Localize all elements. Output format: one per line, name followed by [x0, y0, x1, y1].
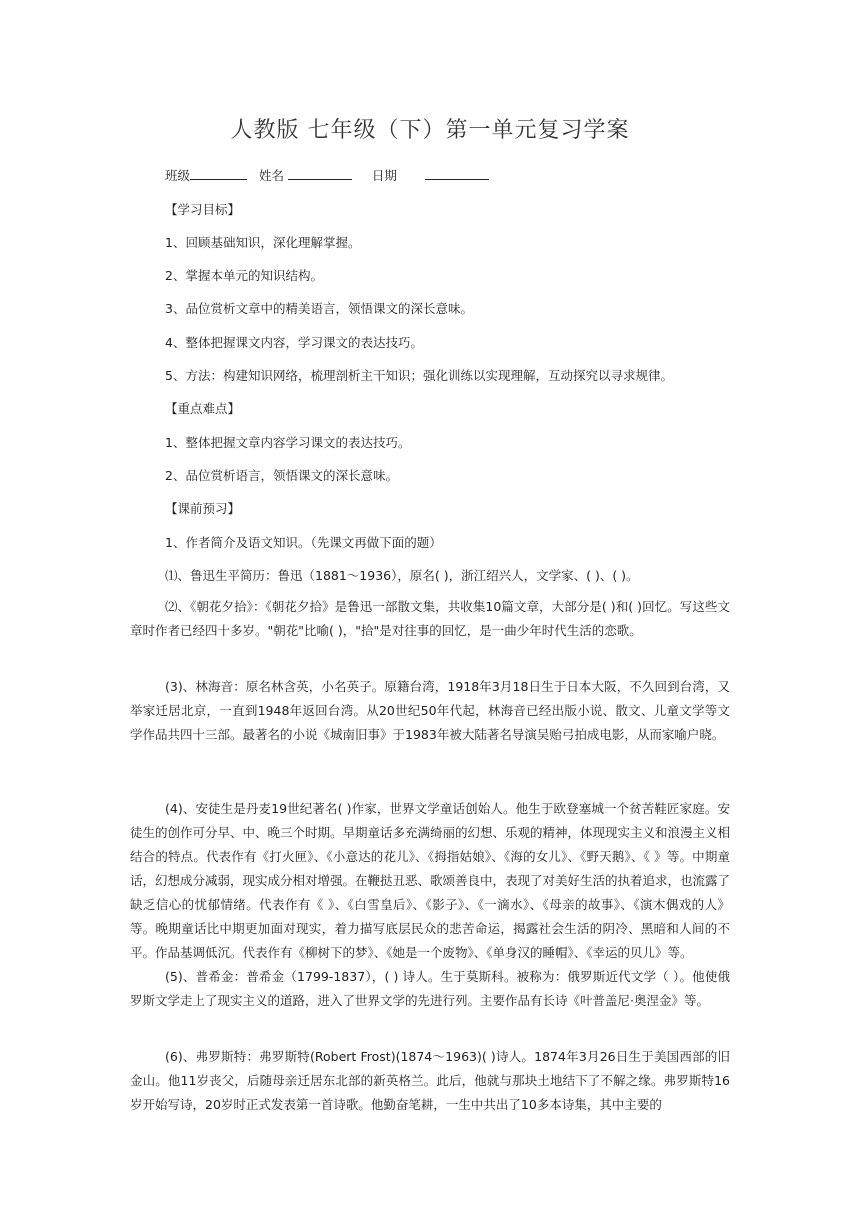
goal-item: 2、掌握本单元的知识结构。	[165, 268, 323, 283]
preview-intro: 1、作者简介及语文知识。（先课文再做下面的题）	[165, 535, 442, 550]
goal-item: 5、方法：构建知识网络，梳理剖析主干知识；强化训练以实现理解，互动探究以寻求规律。	[165, 368, 673, 383]
key-item: 2、品位赏析语言，领悟课文的深长意味。	[165, 468, 398, 483]
class-label: 班级	[165, 168, 191, 183]
class-blank[interactable]	[190, 167, 247, 180]
goal-item: 3、品位赏析文章中的精美语言，领悟课文的深长意味。	[165, 301, 473, 316]
goal-item: 4、整体把握课文内容，学习课文的表达技巧。	[165, 335, 423, 350]
date-label: 日期	[371, 168, 397, 183]
student-info-row	[165, 166, 489, 184]
name-label: 姓名	[258, 168, 284, 183]
preview-heading: 【课前预习】	[165, 501, 241, 516]
page-title: 人教版 七年级（下）第一单元复习学案	[230, 118, 630, 143]
key-item: 1、整体把握文章内容学习课文的表达技巧。	[165, 435, 411, 450]
question-linhaiyin: (3)、林海音：原名林含英，小名英子。原籍台湾，1918年3月18日生于日本大阪，不久回到台湾，又举家迁居北京，一直到1948年返回台湾。从20世纪50年代起，林海音已经出版小说、散文、儿童文学等文学作品共四十三部。最著名的小说《城南旧事》于1983年被大陆著名导演吴贻弓拍成电影，从而家喻户晓。	[130, 679, 730, 742]
name-blank[interactable]	[288, 167, 352, 180]
question-zhaohuaxishi: ⑵、《朝花夕拾》：《朝花夕拾》是鲁迅一部散文集，共收集10篇文章，大部分是( )和( )回忆。写这些文章时作者已经四十多岁。"朝花"比喻( )，"拾"是对往事的回忆，是一曲少年时代生活的恋歌。	[130, 599, 730, 638]
goals-heading: 【学习目标】	[165, 202, 241, 217]
date-blank[interactable]	[425, 167, 489, 180]
question-pushkin: (5)、普希金：普希金（1799-1837），( ) 诗人。生于莫斯科。被称为：俄罗斯近代文学（ ）。他使俄罗斯文学走上了现实主义的道路，进入了世界文学的先进行列。主要作品有长诗《叶普盖尼·奥涅金》等。	[130, 969, 730, 1008]
question-andersen: (4)、安徒生是丹麦19世纪著名( )作家，世界文学童话创始人。他生于欧登塞城一个贫苦鞋匠家庭。安徒生的创作可分早、中、晚三个时期。早期童话多充满绮丽的幻想、乐观的精神，体现现实主义和浪漫主义相结合的特点。代表作有《打火匣》、《小意达的花儿》、《拇指姑娘》、《海的女儿》、《野天鹅》、《 》等。中期童话，幻想成分减弱，现实成分相对增强。在鞭挞丑恶、歌颂善良中，表现了对美好生活的执着追求，也流露了缺乏信心的忧郁情绪。代表作有《 》、《白雪皇后》、《影子》、《一滴水》、《母亲的故事》、《演木偶戏的人》等。晚期童话比中期更加面对现实，着力描写底层民众的悲苦命运，揭露社会生活的阴冷、黑暗和人间的不平。作品基调低沉。代表作有《柳树下的梦》、《她是一个废物》、《单身汉的睡帽》、《幸运的贝儿》等。	[130, 801, 731, 960]
key-heading: 【重点难点】	[165, 401, 241, 416]
goal-item: 1、回顾基础知识，深化理解掌握。	[165, 235, 361, 250]
question-frost: (6)、弗罗斯特：弗罗斯特(Robert Frost)(1874～1963)( )诗人。1874年3月26日生于美国西部的旧金山。他11岁丧父，后随母亲迁居东北部的新英格兰。此后，他就与那块土地结下了不解之缘。弗罗斯特16岁开始写诗，20岁时正式发表第一首诗歌。他勤奋笔耕，一生中共出了10多本诗集，其中主要的	[130, 1049, 730, 1112]
question-luxun: ⑴、鲁迅生平简历：鲁迅（1881～1936），原名( )，浙江绍兴人，文学家、( )、( )。	[165, 568, 639, 583]
